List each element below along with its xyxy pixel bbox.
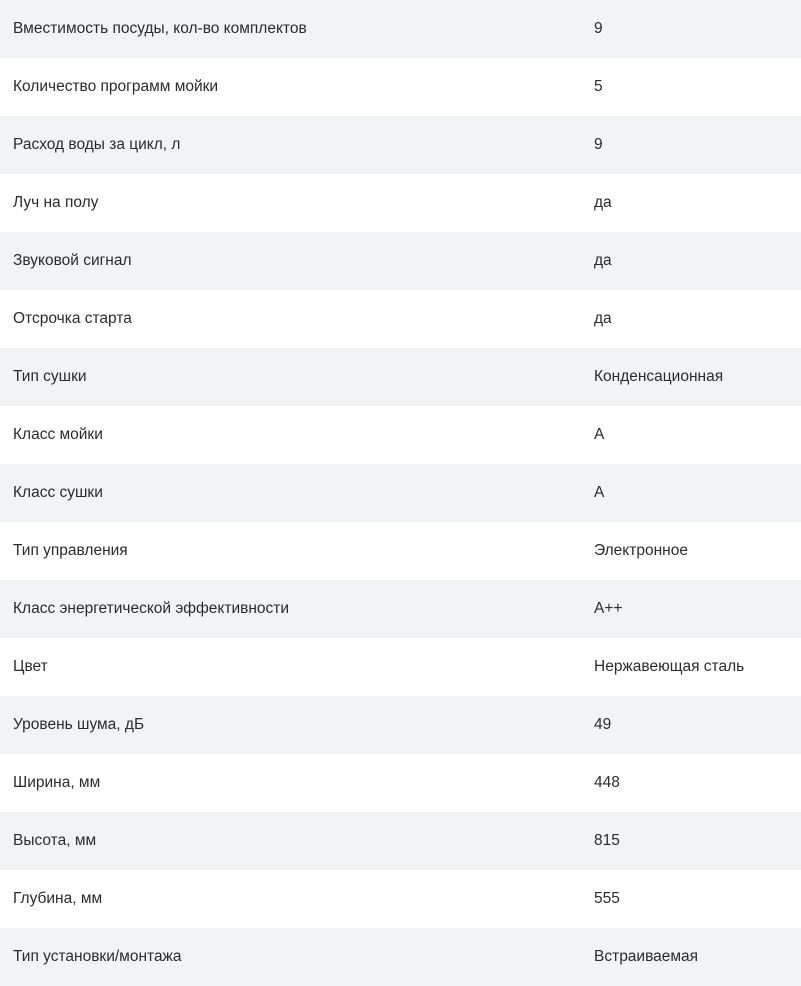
spec-row (0, 348, 801, 406)
spec-name: Ширина, мм (13, 774, 101, 791)
spec-row (0, 116, 801, 174)
spec-row (0, 638, 801, 696)
spec-row (0, 754, 801, 812)
spec-name: Звуковой сигнал (13, 252, 132, 269)
spec-name: Цвет (13, 658, 48, 675)
spec-row (0, 464, 801, 522)
spec-name: Класс сушки (13, 484, 103, 501)
spec-value: A++ (594, 600, 623, 617)
spec-row (0, 870, 801, 928)
spec-name: Вместимость посуды, кол-во комплектов (13, 20, 307, 37)
spec-row (0, 812, 801, 870)
spec-value: Нержавеющая сталь (594, 658, 745, 675)
spec-row (0, 928, 801, 986)
spec-row (0, 232, 801, 290)
spec-row (0, 580, 801, 638)
spec-name: Расход воды за цикл, л (13, 136, 181, 153)
spec-name: Класс энергетической эффективности (13, 600, 290, 617)
spec-value: Электронное (594, 542, 688, 559)
spec-value: да (594, 252, 612, 269)
spec-name: Количество программ мойки (13, 78, 219, 95)
spec-value: да (594, 194, 612, 211)
spec-value: A (594, 426, 605, 443)
spec-row (0, 522, 801, 580)
spec-name: Уровень шума, дБ (13, 716, 145, 733)
spec-value: 5 (594, 78, 603, 95)
spec-name: Отсрочка старта (13, 310, 132, 327)
spec-name: Тип установки/монтажа (13, 948, 182, 965)
spec-name: Глубина, мм (13, 890, 103, 907)
spec-value: 815 (594, 832, 620, 849)
spec-value: 9 (594, 136, 603, 153)
spec-value: 555 (594, 890, 620, 907)
spec-name: Высота, мм (13, 832, 97, 849)
spec-value: 9 (594, 20, 603, 37)
spec-value: Встраиваемая (594, 948, 699, 965)
spec-row (0, 58, 801, 116)
spec-name: Луч на полу (13, 194, 99, 211)
spec-row (0, 696, 801, 754)
spec-name: Тип сушки (13, 368, 87, 385)
spec-row (0, 0, 801, 58)
spec-value: 49 (594, 716, 612, 733)
spec-row (0, 174, 801, 232)
spec-name: Класс мойки (13, 426, 103, 443)
spec-name: Тип управления (13, 542, 128, 559)
spec-value: A (594, 484, 605, 501)
spec-value: да (594, 310, 612, 327)
spec-value: Конденсационная (594, 368, 724, 385)
spec-row (0, 406, 801, 464)
spec-value: 448 (594, 774, 620, 791)
spec-row (0, 290, 801, 348)
